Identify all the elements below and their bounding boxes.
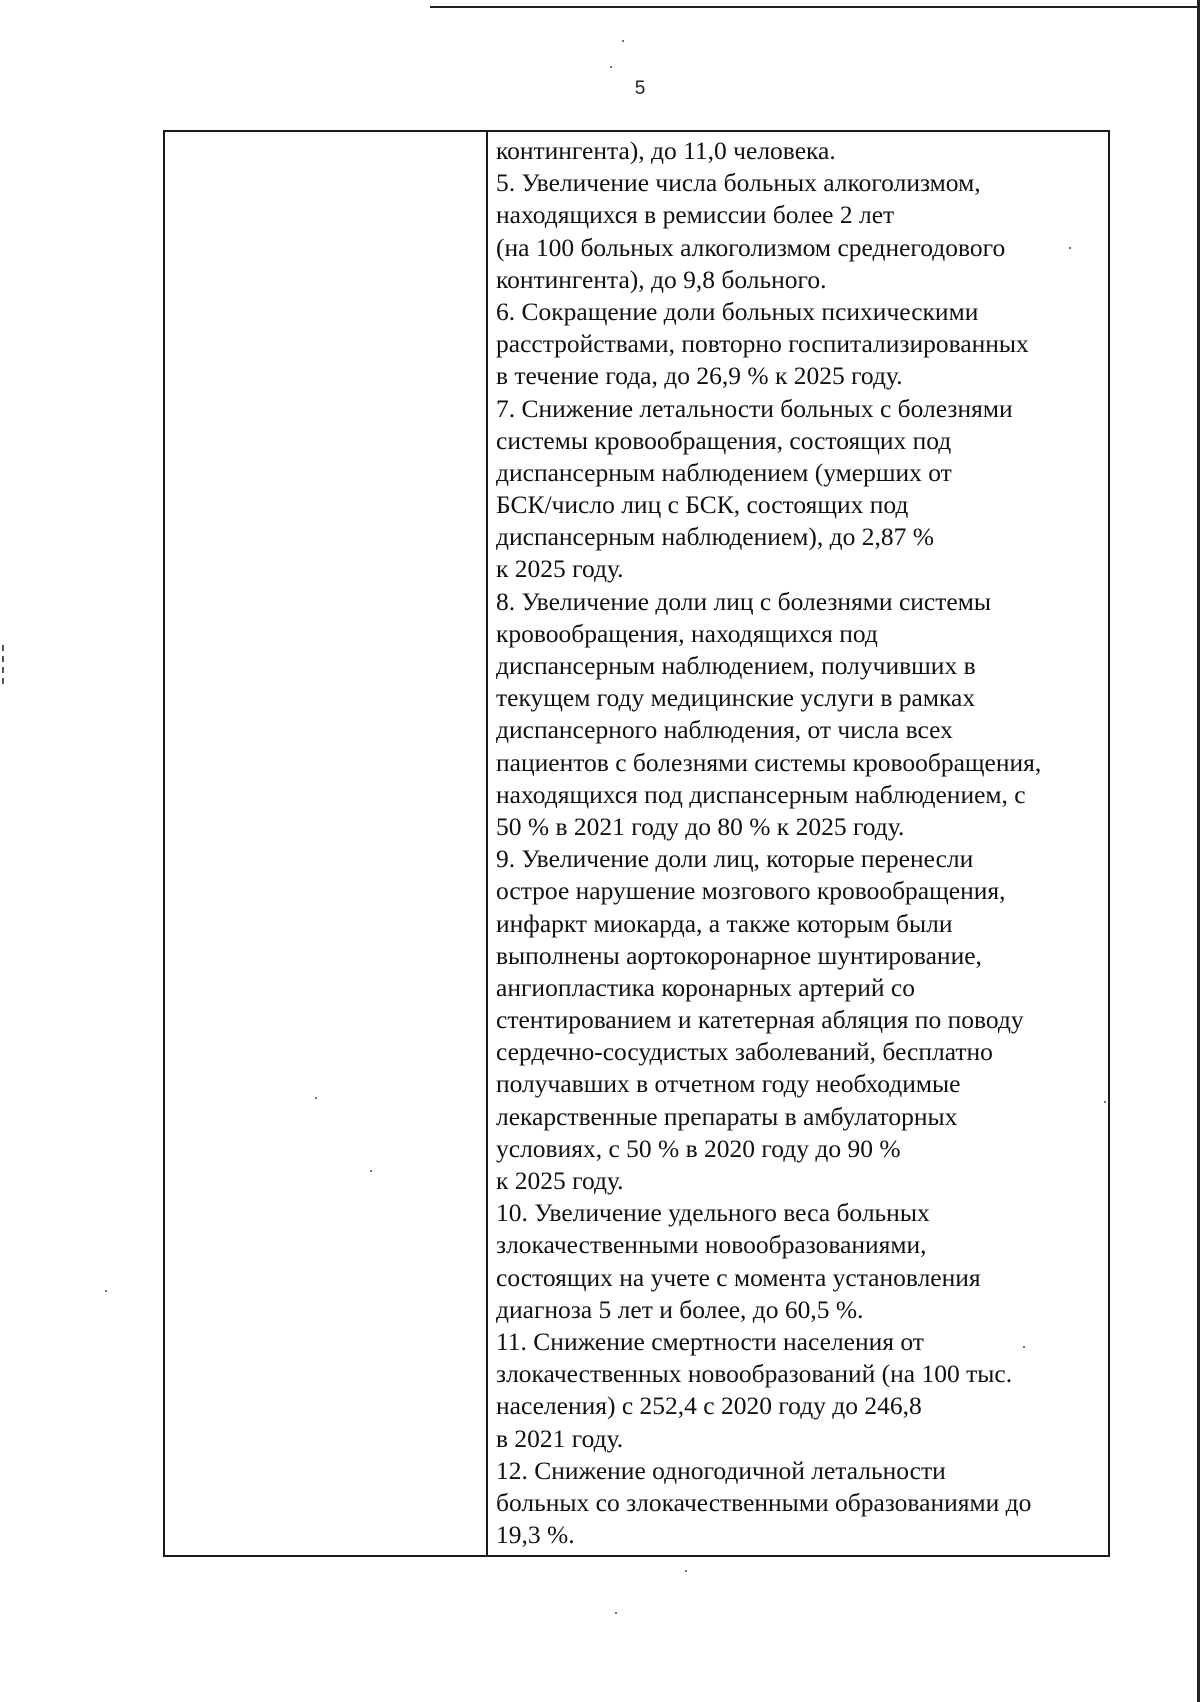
- text-line: в 2021 году.: [496, 1423, 624, 1453]
- table-right-cell: [496, 135, 1106, 1551]
- scan-mark: [2, 667, 4, 673]
- text-line: населения) с 252,4 с 2020 году до 246,8: [496, 1391, 922, 1421]
- text-line: выполнены аортокоронарное шунтирование,: [496, 940, 982, 970]
- scan-speck: [622, 40, 624, 42]
- text-line: находящихся в ремиссии более 2 лет: [496, 200, 895, 230]
- text-line: лекарственные препараты в амбулаторных: [496, 1101, 958, 1131]
- text-line: сердечно-сосудистых заболеваний, бесплатно: [496, 1037, 993, 1067]
- table-left-cell: [165, 132, 486, 1555]
- text-line: 9. Увеличение доли лиц, которые перенесли: [496, 844, 974, 874]
- text-line: злокачественными новообразованиями,: [496, 1230, 927, 1260]
- text-line: больных со злокачественными образованиями до: [496, 1487, 1032, 1517]
- text-line: 12. Снижение одногодичной летальности: [496, 1455, 946, 1485]
- text-line: текущем году медицинские услуги в рамках: [496, 683, 976, 713]
- scan-mark: [2, 645, 4, 651]
- text-line: 50 % в 2021 году до 80 % к 2025 году.: [496, 811, 905, 841]
- text-line: состоящих на учете с момента установления: [496, 1262, 981, 1292]
- text-line: (на 100 больных алкоголизмом среднегодового: [496, 232, 1006, 262]
- text-line: условиях, с 50 % в 2020 году до 90 %: [496, 1133, 901, 1163]
- text-line: 10. Увеличение удельного веса больных: [496, 1198, 930, 1228]
- document-table: [163, 130, 1110, 1557]
- text-line: диспансерным наблюдением), до 2,87 %: [496, 522, 934, 552]
- scan-mark: [2, 656, 4, 662]
- text-line: ангиопластика коронарных артерий со: [496, 972, 915, 1002]
- table-column-divider: [486, 132, 488, 1555]
- text-line: в течение года, до 26,9 % к 2025 году.: [496, 361, 903, 391]
- text-line: контингента), до 9,8 больного.: [496, 264, 827, 294]
- text-line: к 2025 году.: [496, 1166, 624, 1195]
- text-line: острое нарушение мозгового кровообращения,: [496, 876, 1006, 906]
- text-line: системы кровообращения, состоящих под: [496, 425, 952, 455]
- scan-speck: [610, 66, 612, 68]
- page-number: 5: [634, 78, 646, 99]
- text-line: диспансерным наблюдением, получивших в: [496, 651, 976, 680]
- text-line: находящихся под диспансерным наблюдением, с: [496, 779, 1026, 809]
- text-line: 5. Увеличение числа больных алкоголизмом,: [496, 168, 981, 198]
- text-line: диспансерного наблюдения, от числа всех: [496, 715, 953, 745]
- text-line: получавших в отчетном году необходимые: [496, 1069, 961, 1099]
- text-line: контингента), до 11,0 человека.: [496, 136, 836, 165]
- scan-speck: [685, 1570, 687, 1572]
- text-line: диагноза 5 лет и более, до 60,5 %.: [496, 1294, 864, 1324]
- text-line: БСК/число лиц с БСК, состоящих под: [496, 490, 909, 520]
- scan-edge-top: [430, 6, 1200, 8]
- text-line: 8. Увеличение доли лиц с болезнями системы: [496, 586, 991, 616]
- text-line: стентированием и катетерная абляция по поводу: [496, 1005, 1024, 1035]
- text-line: кровообращения, находящихся под: [496, 618, 878, 648]
- scan-mark: [2, 678, 4, 684]
- text-line: злокачественных новообразований (на 100 тыс.: [496, 1359, 1013, 1389]
- text-line: 11. Снижение смертности населения от: [496, 1326, 924, 1356]
- text-line: диспансерным наблюдением (умерших от: [496, 457, 952, 487]
- scan-speck: [105, 1290, 107, 1292]
- text-line: 6. Сокращение доли больных психическими: [496, 296, 979, 326]
- scan-speck: [615, 1612, 617, 1614]
- text-line: расстройствами, повторно госпитализированных: [496, 329, 1029, 359]
- text-line: пациентов с болезнями системы кровообращения,: [496, 747, 1042, 777]
- text-line: 7. Снижение летальности больных с болезнями: [496, 393, 1013, 423]
- text-line: 19,3 %.: [496, 1520, 575, 1550]
- text-line: инфаркт миокарда, а также которым были: [496, 908, 953, 938]
- text-line: к 2025 году.: [496, 554, 624, 584]
